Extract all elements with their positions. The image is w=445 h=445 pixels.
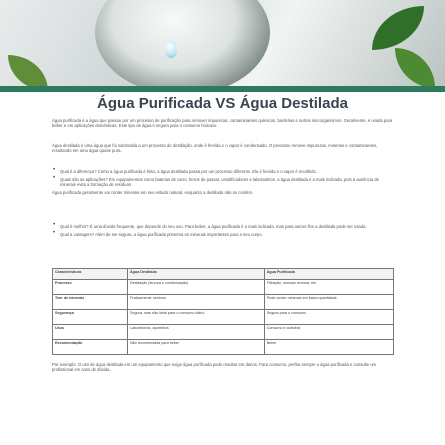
row-label: Recomendação: [53, 340, 128, 355]
column-header: Água Destilada: [128, 269, 265, 280]
table-cell: Pode conter minerais em baixa quantidade: [264, 295, 393, 310]
leaf-decoration: [372, 6, 424, 50]
table-cell: Consumo e culinária: [264, 325, 393, 340]
bullet-item: • Qual é a diferença? Como a água purificada é feita, a água destilada passa por um processo diferente. Ela é fervida e o vapor é recolhido.: [60, 169, 394, 174]
table-cell: Laboratórios, aparelhos: [128, 325, 265, 340]
bullet-item: • Quais são as aplicações? Em equipamentos como baterias de carro, ferros de passar, umidificadores e laboratórios, a água destilada é a mais indicada, pois a ausência de minerais evita a formação de resíduos.: [60, 177, 394, 187]
row-label: Segurança: [53, 310, 128, 325]
table-row: [53, 310, 394, 325]
table-cell: Não recomendada para beber: [128, 340, 265, 355]
row-label: Teor de minerais: [53, 295, 128, 310]
table-cell: Beber: [264, 340, 393, 355]
row-label: Usos: [53, 325, 128, 340]
table-cell: Segura para o consumo: [264, 310, 393, 325]
table-cell: Praticamente nenhum: [128, 295, 265, 310]
hero-image: [0, 0, 445, 92]
table-header-row: [53, 269, 394, 280]
water-drop: [165, 40, 177, 58]
leaf-decoration: [395, 48, 435, 88]
bullet-list-2: [52, 224, 394, 240]
distilled-paragraph: Água destilada é uma água que foi submetida a um processo de destilação, onde é fervida e o vapor é condensado. O processo remove impurezas, minerais e contaminantes, resultando em uma água quase pura.: [52, 143, 378, 153]
bottle-opening: [95, 0, 270, 92]
example-paragraph: Por exemplo: O uso de água destilada em um equipamento que exige água purificada pode resultar em danos. Para consumo, prefira sempre a água purificada e consulte um profissional em caso de dúvida.: [52, 362, 377, 372]
mineral-paragraph: Água purificada geralmente vai conter minerais em seu estado natural, enquanto a destilada não os contém.: [52, 190, 254, 195]
intro-paragraph: Água purificada é a água que passou por um processo de purificação para remover impurezas, contaminantes químicos, bactérias e outros microrganismos. Geralmente, é usada para beber e em aplicações domésticas. Este tipo de água é segura para o consumo humano.: [52, 118, 393, 128]
table-cell: Destilação (fervura e condensação): [128, 280, 265, 295]
bullet-item: • Qual a vantagem? Além de ser segura, a água purificada preserva os minerais importantes para o seu corpo.: [60, 232, 394, 237]
table-row: [53, 325, 394, 340]
comparison-table: [52, 268, 394, 355]
page-title: Água Purificada VS Água Destilada: [97, 95, 348, 112]
table-row: [53, 340, 394, 355]
bullet-list-1: [52, 169, 394, 195]
table-cell: Filtração, osmose reversa, etc.: [264, 280, 393, 295]
table-cell: Segura, mas não ideal para o consumo diário: [128, 310, 265, 325]
column-header: Características: [53, 269, 128, 280]
photo-bottom-band: [0, 86, 445, 92]
row-label: Processo: [53, 280, 128, 295]
column-header: Água Purificada: [264, 269, 393, 280]
table-row: [53, 280, 394, 295]
table-row: [53, 295, 394, 310]
bullet-item: • Qual é melhor? É uma dúvida frequente, que depende do seu uso. Para beber, a água purificada é a mais indicada, mas para outros fins a destilada pode ser usada.: [60, 224, 394, 229]
